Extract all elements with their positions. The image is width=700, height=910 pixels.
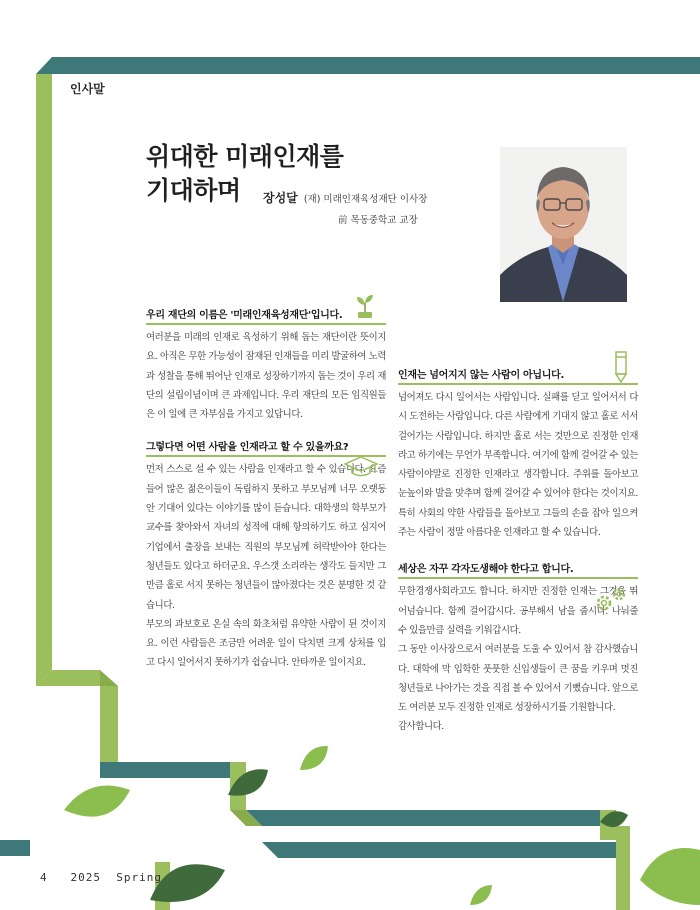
page-number: 4 <box>40 871 48 884</box>
left-band <box>36 74 52 686</box>
author-name: 장성달 <box>263 191 298 205</box>
leaf-icon <box>470 885 492 905</box>
section-tag: 인사말 <box>70 82 105 96</box>
section-heading: 인재는 넘어지지 않는 사람이 아닙니다. <box>398 366 638 385</box>
author-line <box>263 189 427 206</box>
issue-year: 2025 <box>70 871 101 884</box>
graduation-cap-icon <box>344 454 378 480</box>
section-paragraph: 여러분을 미래의 인재로 육성하기 위해 돕는 재단이란 뜻이지요. 아직은 무한 가능성이 잠재된 인재들을 미리 발굴하여 노력과 성찰을 통해 뛰어난 인재로 성장하기까지 돕는 것이 우리 재단의 설립이념이며 큰 과제입니다. 우리 재단의 모든 임직원들은 이 일에 큰 자부심을 가지고 있답니다. <box>146 332 386 421</box>
section-paragraph: 그 동안 이사장으로서 여러분을 도울 수 있어서 참 감사했습니다. 대학에 막 입학한 풋풋한 신입생들이 큰 꿈을 키우며 멋진 청년들로 나아가는 것을 직접 볼 수 있어서 기뻤습니다. 앞으로도 여러분 모두 진정한 인재로 성장하시기를 기원합니다. <box>398 644 638 714</box>
page-footer <box>40 871 162 884</box>
section-heading: 우리 재단의 이름은 '미래인재육성재단'입니다. <box>146 306 386 325</box>
author-role: (재) 미래인재육성재단 이사장 <box>303 194 428 205</box>
title-line-1: 위대한 미래인재를 <box>146 142 344 171</box>
top-ribbon <box>36 57 700 74</box>
title-line-2: 기대하며 <box>146 176 241 205</box>
section-paragraph: 부모의 과보호로 온실 속의 화초처럼 유약한 사람이 된 것이지요. 이런 사람들은 조금만 어려운 일이 닥치면 크게 상처를 입고 다시 일어서지 못하기가 쉽습니다. 안타까운 일이지요. <box>146 618 386 669</box>
leaf-icon <box>64 786 130 817</box>
section-paragraph: 무한경쟁사회라고도 합니다. 하지만 진정한 인재는 그것을 뛰어넘습니다. 함께 걸어갑시다. 공부해서 남을 줍시다. 나눠줄 수 있을만큼 실력을 키워갑시다. <box>398 586 638 636</box>
sprout-icon <box>352 292 378 318</box>
section-paragraph: 먼저 스스로 설 수 있는 사람을 인재라고 할 수 있습니다. 요즘들어 많은 젊은이들이 독립하지 못하고 부모님께 너무 오랫동안 기대어 있다는 이야기를 많이 듣습니다. 대학생의 학부모가 교수를 찾아와서 자녀의 성적에 대해 항의하기도 하고 심지어 기업에서 출장을 보내는 직원의 부모님께 허락받아야 한다는 청년들도 있다고 하더군요. 우스갯 소리라는 생각도 들지만 그만큼 홀로 서지 못하는 청년들이 많아졌다는 것은 분명한 것 같습니다. <box>146 464 386 611</box>
issue-season: Spring <box>116 871 162 884</box>
section-paragraph: 넘어져도 다시 일어서는 사람입니다. 실패를 딛고 일어서서 다시 도전하는 사람입니다. 다른 사람에게 기대지 않고 홀로 서서 걸어가는 사람입니다. 하지만 홀로 서는 것만으로 진정한 인재라고 하기에는 무언가 부족합니다. 여기에 함께 걸어갈 수 있는 사람이야말로 진정한 인재라고 생각합니다. 주위를 돌아보고 눈높이와 발을 맞추며 함께 걸어갈 수 있어야 한다는 것이지요. 특히 사회의 약한 사람들을 돌아보고 그들의 손을 잡아 일으켜주는 사람이 정말 아름다운 인재라고 할 수 있습니다. <box>398 392 638 539</box>
right-column <box>398 366 638 737</box>
section-paragraph: 감사합니다. <box>398 721 444 733</box>
section-heading: 세상은 자꾸 각자도생해야 한다고 합니다. <box>398 560 638 579</box>
leaf-icon <box>640 848 700 905</box>
pencil-icon <box>612 350 630 384</box>
section-heading: 그렇다면 어떤 사람을 인재라고 할 수 있을까요? <box>146 438 386 457</box>
author-portrait <box>500 147 627 302</box>
author-block <box>263 189 427 226</box>
author-former: 前 목동중학교 교장 <box>338 215 418 226</box>
gears-icon <box>592 585 630 615</box>
leaf-icon <box>300 746 328 770</box>
left-column <box>146 306 386 673</box>
